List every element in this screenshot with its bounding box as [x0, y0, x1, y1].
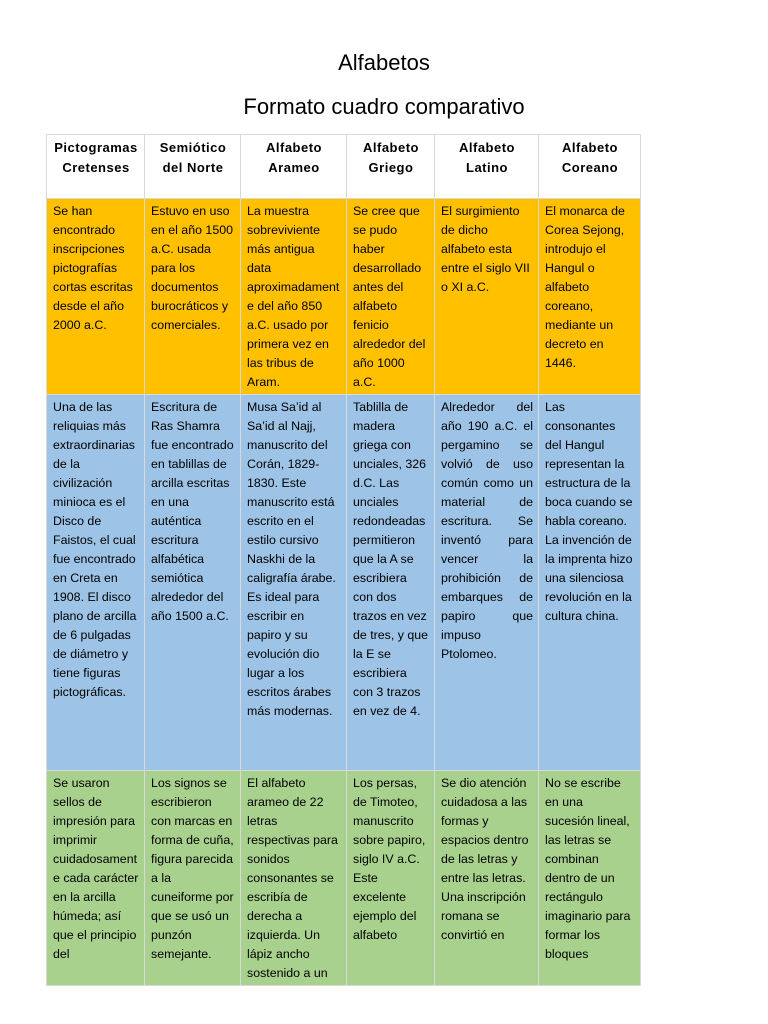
table-cell: Los signos se escribieron con marcas en forma de cuña, figura parecida a la cuneiforme por que se usó un punzón semejante.: [145, 771, 241, 986]
table-cell: Una de las reliquias más extraordinarias de la civilización minioca es el Disco de Faistos, el cual fue encontrado en Creta en 1908. El disco plano de arcilla de 6 pulgadas de diámetro y tiene figuras pictográficas.: [47, 395, 145, 771]
table-cell: Los persas, de Timoteo, manuscrito sobre papiro, siglo IV a.C. Este excelente ejemplo del alfabeto: [347, 771, 435, 986]
table-cell: Se han encontrado inscripciones pictografías cortas escritas desde el año 2000 a.C.: [47, 199, 145, 395]
column-header-coreano: Alfabeto Coreano: [539, 135, 641, 199]
column-header-arameo: Alfabeto Arameo: [241, 135, 347, 199]
column-header-pictogramas: Pictogramas Cretenses: [47, 135, 145, 199]
column-header-latino: Alfabeto Latino: [435, 135, 539, 199]
table-row: [47, 199, 641, 395]
table-cell: Se cree que se pudo haber desarrollado antes del alfabeto fenicio alrededor del año 1000 a.C.: [347, 199, 435, 395]
table-row: [47, 395, 641, 771]
table-cell: El alfabeto arameo de 22 letras respectivas para sonidos consonantes se escribía de derecha a izquierda. Un lápiz ancho sostenido a un: [241, 771, 347, 986]
page-title: Alfabetos: [338, 50, 430, 75]
table-cell: Se usaron sellos de impresión para imprimir cuidadosamente cada carácter en la arcilla húmeda; así que el principio del: [47, 771, 145, 986]
table-row: [47, 771, 641, 986]
table-cell: Se dio atención cuidadosa a las formas y espacios dentro de las letras y entre las letras. Una inscripción romana se convirtió en: [435, 771, 539, 986]
table-cell: Alrededor del año 190 a.C. el pergamino se volvió de uso común como un material de escritura. Se inventó para vencer la prohibición de embarques de papiro que impuso Ptolomeo.: [435, 395, 539, 771]
page-subtitle: Formato cuadro comparativo: [243, 94, 525, 119]
table-cell: No se escribe en una sucesión lineal, las letras se combinan dentro de un rectángulo imaginario para formar los bloques: [539, 771, 641, 986]
table-header-row: [47, 135, 641, 199]
column-header-semiotico: Semiótico del Norte: [145, 135, 241, 199]
table-cell: El surgimiento de dicho alfabeto esta entre el siglo VII o XI a.C.: [435, 199, 539, 395]
table-cell: El monarca de Corea Sejong, introdujo el Hangul o alfabeto coreano, mediante un decreto en 1446.: [539, 199, 641, 395]
table-cell: Estuvo en uso en el año 1500 a.C. usada para los documentos burocráticos y comerciales.: [145, 199, 241, 395]
table-cell: La muestra sobreviviente más antigua data aproximadamente del año 850 a.C. usado por primera vez en las tribus de Aram.: [241, 199, 347, 395]
comparison-table: [46, 134, 641, 986]
table-cell: Tablilla de madera griega con unciales, 326 d.C. Las unciales redondeadas permitieron que la A se escribiera con dos trazos en vez de tres, y que la E se escribiera con 3 trazos en vez de 4.: [347, 395, 435, 771]
table-cell: Escritura de Ras Shamra fue encontrado en tablillas de arcilla escritas en una auténtica escritura alfabética semiótica alrededor del año 1500 a.C.: [145, 395, 241, 771]
table-cell: Musa Sa’id al Sa’id al Najj, manuscrito del Corán, 1829-1830. Este manuscrito está escrito en el estilo cursivo Naskhi de la caligrafía árabe. Es ideal para escribir en papiro y su evolución dio lugar a los escritos árabes más modernas.: [241, 395, 347, 771]
table-cell: Las consonantes del Hangul representan la estructura de la boca cuando se habla coreano. La invención de la imprenta hizo una silenciosa revolución en la cultura china.: [539, 395, 641, 771]
column-header-griego: Alfabeto Griego: [347, 135, 435, 199]
